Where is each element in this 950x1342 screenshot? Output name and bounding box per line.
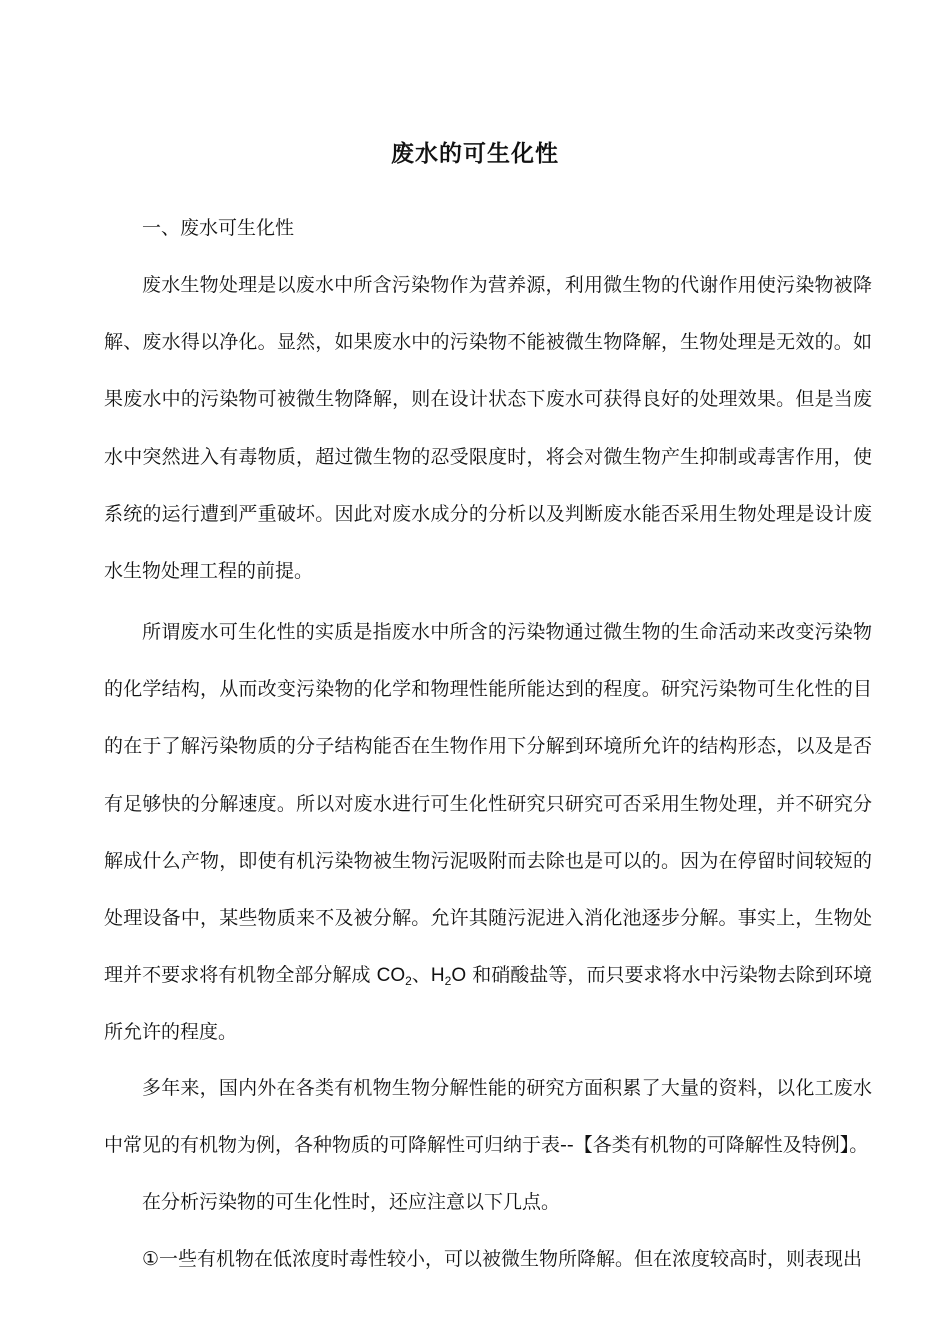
co2-subscript: 2 [405, 974, 412, 989]
h2o-o: O [451, 965, 467, 987]
paragraph-3: 多年来，国内外在各类有机物生物分解性能的研究方面积累了大量的资料，以化工废水中常见的有机物为例，各种物质的可降解性可归纳于表--【各类有机物的可降解性及特例】。 [104, 1077, 872, 1157]
paragraph-4: 在分析污染物的可生化性时，还应注意以下几点。 [142, 1191, 561, 1213]
paragraph-1: 废水生物处理是以废水中所含污染物作为营养源，利用微生物的代谢作用使污染物被降解、废水得以净化。显然，如果废水中的污染物不能被微生物降解，生物处理是无效的。如果废水中的污染物可被微生物降解，则在设计状态下废水可获得良好的处理效果。但是当废水中突然进入有毒物质，超过微生物的忍受限度时，将会对微生物产生抑制或毒害作用，使系统的运行遭到严重破坏。因此对废水成分的分析以及判断废水能否采用生物处理是设计废水生物处理工程的前提。 [104, 274, 872, 583]
co2-formula [376, 965, 412, 989]
formula-separator: 、 [411, 964, 431, 987]
section-heading: 一、废水可生化性 [142, 217, 295, 239]
paragraph-2 [104, 604, 872, 1062]
co2-main: CO [376, 965, 406, 987]
paragraph-2-part-b: 和硝酸盐等，而只要求将水中污染物去除到环境所允许的程度。 [104, 964, 872, 1044]
h2o-subscript: 2 [444, 974, 452, 989]
h2o-h: H [430, 965, 445, 987]
h2o-formula [430, 965, 467, 989]
document-title: 废水的可生化性 [391, 141, 559, 167]
paragraph-5: ①一些有机物在低浓度时毒性较小，可以被微生物所降解。但在浓度较高时，则表现出 [142, 1248, 863, 1270]
paragraph-2-part-a: 所谓废水可生化性的实质是指废水中所含的污染物通过微生物的生命活动来改变污染物的化学结构，从而改变污染物的化学和物理性能所能达到的程度。研究污染物可生化性的目的在于了解污染物质的分子结构能否在生物作用下分解到环境所允许的结构形态，以及是否有足够快的分解速度。所以对废水进行可生化性研究只研究可否采用生物处理，并不研究分解成什么产物，即使有机污染物被生物污泥吸附而去除也是可以的。因为在停留时间较短的处理设备中，某些物质来不及被分解。允许其随污泥进入消化池逐步分解。事实上，生物处理并不要求将有机物全部分解成 [104, 621, 872, 987]
